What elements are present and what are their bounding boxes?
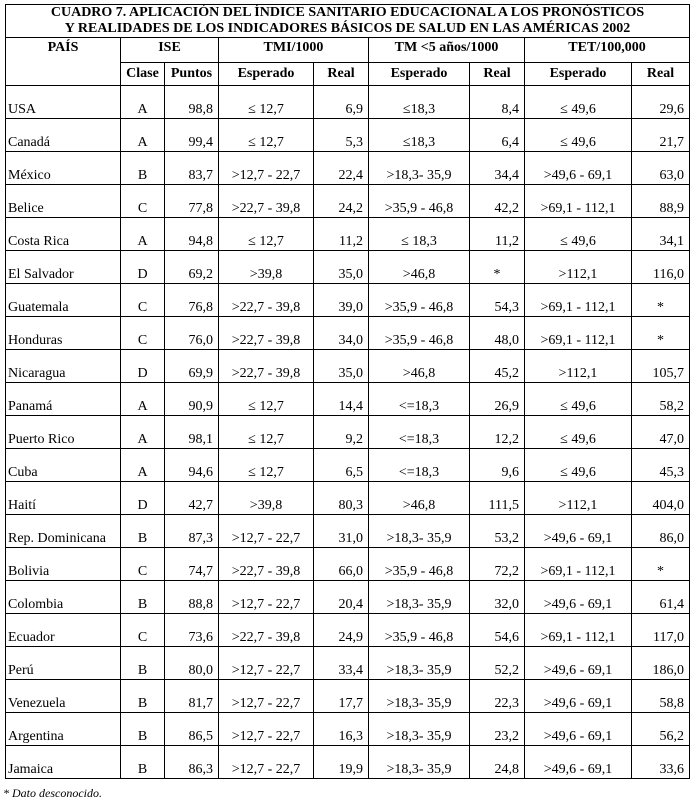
cell-tmi-esperado: ≤ 12,7 <box>219 218 314 251</box>
cell-tmi-real: 22,4 <box>314 152 369 185</box>
cell-tm5-real: 23,2 <box>470 713 525 746</box>
header-tet: TET/100,000 <box>525 38 690 63</box>
cell-tet-esperado: >49,6 - 69,1 <box>525 746 632 779</box>
cell-tmi-real: 33,4 <box>314 647 369 680</box>
cell-tmi-real: 5,3 <box>314 119 369 152</box>
cell-clase: D <box>121 350 165 383</box>
cell-puntos: 80,0 <box>165 647 219 680</box>
cell-tet-real: 186,0 <box>632 647 690 680</box>
cell-tmi-esperado: ≤ 12,7 <box>219 416 314 449</box>
cell-pais: Costa Rica <box>6 218 121 251</box>
header-tm5: TM <5 años/1000 <box>369 38 525 63</box>
cell-tmi-esperado: ≤ 12,7 <box>219 119 314 152</box>
cell-pais: Guatemala <box>6 284 121 317</box>
cell-tmi-esperado: >22,7 - 39,8 <box>219 185 314 218</box>
cell-pais: Ecuador <box>6 614 121 647</box>
cell-tm5-real: 34,4 <box>470 152 525 185</box>
cell-tmi-esperado: >12,7 - 22,7 <box>219 713 314 746</box>
table-row <box>6 713 690 746</box>
cell-puntos: 69,2 <box>165 251 219 284</box>
table-row <box>6 482 690 515</box>
cell-puntos: 86,3 <box>165 746 219 779</box>
cell-tet-esperado: ≤ 49,6 <box>525 86 632 119</box>
cell-tet-real: 117,0 <box>632 614 690 647</box>
document <box>5 4 689 801</box>
table-row <box>6 284 690 317</box>
header-tet-esperado: Esperado <box>525 63 632 86</box>
cell-pais: Perú <box>6 647 121 680</box>
cell-tet-esperado: ≤ 49,6 <box>525 218 632 251</box>
cell-tet-real: 404,0 <box>632 482 690 515</box>
cell-tmi-real: 16,3 <box>314 713 369 746</box>
cell-tm5-real: 53,2 <box>470 515 525 548</box>
cell-tmi-esperado: >12,7 - 22,7 <box>219 515 314 548</box>
cell-tm5-esperado: >18,3- 35,9 <box>369 152 470 185</box>
cell-pais: Bolivia <box>6 548 121 581</box>
cell-pais: Jamaica <box>6 746 121 779</box>
cell-tm5-real: * <box>470 251 525 284</box>
cell-tmi-esperado: >12,7 - 22,7 <box>219 680 314 713</box>
cell-tet-esperado: ≤ 49,6 <box>525 449 632 482</box>
cell-tet-esperado: >69,1 - 112,1 <box>525 548 632 581</box>
table-row <box>6 317 690 350</box>
cell-pais: Belice <box>6 185 121 218</box>
cell-clase: D <box>121 251 165 284</box>
table-row <box>6 680 690 713</box>
cell-tet-esperado: >49,6 - 69,1 <box>525 152 632 185</box>
footnote: * Dato desconocido. <box>3 786 102 800</box>
cell-clase: B <box>121 746 165 779</box>
header-tmi-esperado: Esperado <box>219 63 314 86</box>
cell-tm5-esperado: >46,8 <box>369 350 470 383</box>
cell-tm5-real: 52,2 <box>470 647 525 680</box>
cell-puntos: 74,7 <box>165 548 219 581</box>
cell-pais: Panamá <box>6 383 121 416</box>
cell-tmi-real: 17,7 <box>314 680 369 713</box>
cell-tet-real: * <box>632 548 690 581</box>
cell-puntos: 76,0 <box>165 317 219 350</box>
cell-pais: Haití <box>6 482 121 515</box>
cell-tet-real: 33,6 <box>632 746 690 779</box>
cell-tmi-real: 11,2 <box>314 218 369 251</box>
cell-clase: B <box>121 515 165 548</box>
cell-tm5-esperado: >18,3- 35,9 <box>369 515 470 548</box>
cell-tet-real: * <box>632 284 690 317</box>
header-tm5-real: Real <box>470 63 525 86</box>
header-tm5-esperado: Esperado <box>369 63 470 86</box>
table-row <box>6 647 690 680</box>
cell-tet-real: 34,1 <box>632 218 690 251</box>
cell-tet-real: 105,7 <box>632 350 690 383</box>
cell-puntos: 99,4 <box>165 119 219 152</box>
table-row <box>6 86 690 119</box>
cell-tm5-real: 11,2 <box>470 218 525 251</box>
cell-clase: D <box>121 482 165 515</box>
cell-tm5-real: 54,6 <box>470 614 525 647</box>
cell-tm5-real: 45,2 <box>470 350 525 383</box>
cell-puntos: 86,5 <box>165 713 219 746</box>
cell-tm5-esperado: ≤ 18,3 <box>369 218 470 251</box>
cell-tet-real: 61,4 <box>632 581 690 614</box>
cell-tet-esperado: >69,1 - 112,1 <box>525 614 632 647</box>
cell-tmi-esperado: ≤ 12,7 <box>219 86 314 119</box>
cell-puntos: 90,9 <box>165 383 219 416</box>
cell-tm5-esperado: >35,9 - 46,8 <box>369 548 470 581</box>
cell-puntos: 98,8 <box>165 86 219 119</box>
header-pais: PAÍS <box>6 38 121 86</box>
cell-tet-real: * <box>632 317 690 350</box>
cell-clase: A <box>121 119 165 152</box>
header-tmi: TMI/1000 <box>219 38 369 63</box>
cell-tm5-esperado: >18,3- 35,9 <box>369 713 470 746</box>
cell-tmi-real: 24,2 <box>314 185 369 218</box>
cell-tm5-esperado: >46,8 <box>369 482 470 515</box>
table-row <box>6 581 690 614</box>
table-row <box>6 515 690 548</box>
cell-tet-esperado: >112,1 <box>525 482 632 515</box>
cell-tm5-real: 72,2 <box>470 548 525 581</box>
cell-pais: USA <box>6 86 121 119</box>
cell-clase: B <box>121 581 165 614</box>
cell-clase: A <box>121 383 165 416</box>
cell-tet-esperado: >112,1 <box>525 350 632 383</box>
cell-puntos: 42,7 <box>165 482 219 515</box>
cell-tm5-esperado: >35,9 - 46,8 <box>369 614 470 647</box>
cell-tmi-esperado: >22,7 - 39,8 <box>219 350 314 383</box>
cell-puntos: 77,8 <box>165 185 219 218</box>
cell-pais: Puerto Rico <box>6 416 121 449</box>
cell-tet-esperado: >49,6 - 69,1 <box>525 680 632 713</box>
table-row <box>6 548 690 581</box>
table-row <box>6 119 690 152</box>
cell-tm5-real: 48,0 <box>470 317 525 350</box>
cell-clase: A <box>121 416 165 449</box>
cell-tm5-esperado: >35,9 - 46,8 <box>369 185 470 218</box>
cell-tet-real: 56,2 <box>632 713 690 746</box>
cell-tmi-esperado: >39,8 <box>219 482 314 515</box>
cell-tm5-real: 111,5 <box>470 482 525 515</box>
cell-tm5-esperado: >18,3- 35,9 <box>369 581 470 614</box>
cell-clase: C <box>121 185 165 218</box>
header-tmi-real: Real <box>314 63 369 86</box>
cell-tm5-real: 22,3 <box>470 680 525 713</box>
cell-tm5-real: 54,3 <box>470 284 525 317</box>
cell-pais: Nicaragua <box>6 350 121 383</box>
cell-tmi-esperado: >12,7 - 22,7 <box>219 647 314 680</box>
cell-clase: B <box>121 680 165 713</box>
cell-tmi-real: 6,5 <box>314 449 369 482</box>
cell-tmi-esperado: ≤ 12,7 <box>219 383 314 416</box>
cell-clase: C <box>121 284 165 317</box>
cell-puntos: 98,1 <box>165 416 219 449</box>
cell-puntos: 76,8 <box>165 284 219 317</box>
header-clase: Clase <box>121 63 165 86</box>
table-row <box>6 416 690 449</box>
cell-pais: Honduras <box>6 317 121 350</box>
cell-tet-esperado: ≤ 49,6 <box>525 119 632 152</box>
cell-tm5-real: 8,4 <box>470 86 525 119</box>
cell-tmi-real: 66,0 <box>314 548 369 581</box>
cell-tm5-real: 9,6 <box>470 449 525 482</box>
cell-clase: C <box>121 548 165 581</box>
cell-tm5-real: 24,8 <box>470 746 525 779</box>
cell-tm5-esperado: >35,9 - 46,8 <box>369 317 470 350</box>
table-row <box>6 746 690 779</box>
cell-tet-esperado: >69,1 - 112,1 <box>525 185 632 218</box>
cell-tet-esperado: >69,1 - 112,1 <box>525 284 632 317</box>
cell-tet-esperado: >49,6 - 69,1 <box>525 713 632 746</box>
cell-puntos: 87,3 <box>165 515 219 548</box>
cell-pais: El Salvador <box>6 251 121 284</box>
title-line-2: Y REALIDADES DE LOS INDICADORES BÁSICOS DE SALUD EN LAS AMÉRICAS 2002 <box>64 21 631 36</box>
cell-clase: A <box>121 86 165 119</box>
cell-pais: Rep. Dominicana <box>6 515 121 548</box>
cell-tet-real: 47,0 <box>632 416 690 449</box>
cell-tmi-esperado: >39,8 <box>219 251 314 284</box>
table-row <box>6 185 690 218</box>
cell-tet-esperado: >49,6 - 69,1 <box>525 515 632 548</box>
cell-tet-real: 21,7 <box>632 119 690 152</box>
cell-clase: B <box>121 713 165 746</box>
cell-tet-real: 45,3 <box>632 449 690 482</box>
table-row <box>6 251 690 284</box>
cell-tet-esperado: >112,1 <box>525 251 632 284</box>
cell-pais: México <box>6 152 121 185</box>
cell-tet-real: 63,0 <box>632 152 690 185</box>
cell-tet-real: 88,9 <box>632 185 690 218</box>
table-row <box>6 350 690 383</box>
header-ise: ISE <box>121 38 219 63</box>
cell-clase: C <box>121 614 165 647</box>
cell-tm5-esperado: >46,8 <box>369 251 470 284</box>
cell-tm5-esperado: <=18,3 <box>369 383 470 416</box>
cell-puntos: 94,8 <box>165 218 219 251</box>
cell-pais: Canadá <box>6 119 121 152</box>
table-row <box>6 383 690 416</box>
cell-tmi-esperado: >12,7 - 22,7 <box>219 581 314 614</box>
cell-tm5-esperado: ≤18,3 <box>369 86 470 119</box>
cell-tet-esperado: ≤ 49,6 <box>525 416 632 449</box>
cell-clase: B <box>121 152 165 185</box>
cell-tmi-esperado: >12,7 - 22,7 <box>219 152 314 185</box>
cell-tet-real: 29,6 <box>632 86 690 119</box>
cell-clase: C <box>121 317 165 350</box>
cell-tet-esperado: ≤ 49,6 <box>525 383 632 416</box>
cell-tmi-real: 35,0 <box>314 251 369 284</box>
data-table <box>5 4 690 779</box>
table-row <box>6 449 690 482</box>
cell-tmi-esperado: >12,7 - 22,7 <box>219 746 314 779</box>
cell-tmi-real: 35,0 <box>314 350 369 383</box>
cell-tmi-real: 6,9 <box>314 86 369 119</box>
cell-puntos: 94,6 <box>165 449 219 482</box>
cell-tmi-real: 39,0 <box>314 284 369 317</box>
table-row <box>6 218 690 251</box>
cell-tmi-esperado: >22,7 - 39,8 <box>219 284 314 317</box>
cell-tmi-real: 80,3 <box>314 482 369 515</box>
cell-tet-real: 58,2 <box>632 383 690 416</box>
cell-tet-esperado: >49,6 - 69,1 <box>525 581 632 614</box>
cell-tmi-real: 19,9 <box>314 746 369 779</box>
header-tet-real: Real <box>632 63 690 86</box>
cell-clase: A <box>121 218 165 251</box>
cell-tm5-esperado: <=18,3 <box>369 416 470 449</box>
cell-pais: Colombia <box>6 581 121 614</box>
cell-tm5-esperado: >35,9 - 46,8 <box>369 284 470 317</box>
cell-tm5-real: 32,0 <box>470 581 525 614</box>
cell-puntos: 83,7 <box>165 152 219 185</box>
cell-tm5-real: 26,9 <box>470 383 525 416</box>
cell-clase: B <box>121 647 165 680</box>
table-row <box>6 152 690 185</box>
cell-tm5-esperado: ≤18,3 <box>369 119 470 152</box>
cell-tm5-esperado: >18,3- 35,9 <box>369 680 470 713</box>
cell-tet-esperado: >49,6 - 69,1 <box>525 647 632 680</box>
cell-puntos: 81,7 <box>165 680 219 713</box>
cell-pais: Argentina <box>6 713 121 746</box>
table-title <box>6 5 690 38</box>
cell-tet-esperado: >69,1 - 112,1 <box>525 317 632 350</box>
cell-puntos: 69,9 <box>165 350 219 383</box>
cell-tm5-esperado: >18,3- 35,9 <box>369 746 470 779</box>
cell-tmi-real: 34,0 <box>314 317 369 350</box>
title-line-1: CUADRO 7. APLICACIÓN DEL ÍNDICE SANITARIO EDUCACIONAL A LOS PRONÓSTICOS <box>50 5 645 20</box>
cell-pais: Cuba <box>6 449 121 482</box>
cell-tm5-real: 6,4 <box>470 119 525 152</box>
cell-tm5-real: 42,2 <box>470 185 525 218</box>
cell-puntos: 73,6 <box>165 614 219 647</box>
table-row <box>6 614 690 647</box>
cell-pais: Venezuela <box>6 680 121 713</box>
cell-tmi-real: 9,2 <box>314 416 369 449</box>
cell-tmi-esperado: ≤ 12,7 <box>219 449 314 482</box>
cell-tmi-real: 14,4 <box>314 383 369 416</box>
cell-tmi-esperado: >22,7 - 39,8 <box>219 548 314 581</box>
header-puntos: Puntos <box>165 63 219 86</box>
cell-clase: A <box>121 449 165 482</box>
cell-tmi-real: 31,0 <box>314 515 369 548</box>
cell-puntos: 88,8 <box>165 581 219 614</box>
cell-tet-real: 116,0 <box>632 251 690 284</box>
cell-tmi-esperado: >22,7 - 39,8 <box>219 317 314 350</box>
cell-tet-real: 58,8 <box>632 680 690 713</box>
cell-tmi-esperado: >22,7 - 39,8 <box>219 614 314 647</box>
cell-tmi-real: 20,4 <box>314 581 369 614</box>
table-body <box>6 86 690 779</box>
cell-tmi-real: 24,9 <box>314 614 369 647</box>
cell-tm5-real: 12,2 <box>470 416 525 449</box>
cell-tm5-esperado: >18,3- 35,9 <box>369 647 470 680</box>
cell-tm5-esperado: <=18,3 <box>369 449 470 482</box>
cell-tet-real: 86,0 <box>632 515 690 548</box>
